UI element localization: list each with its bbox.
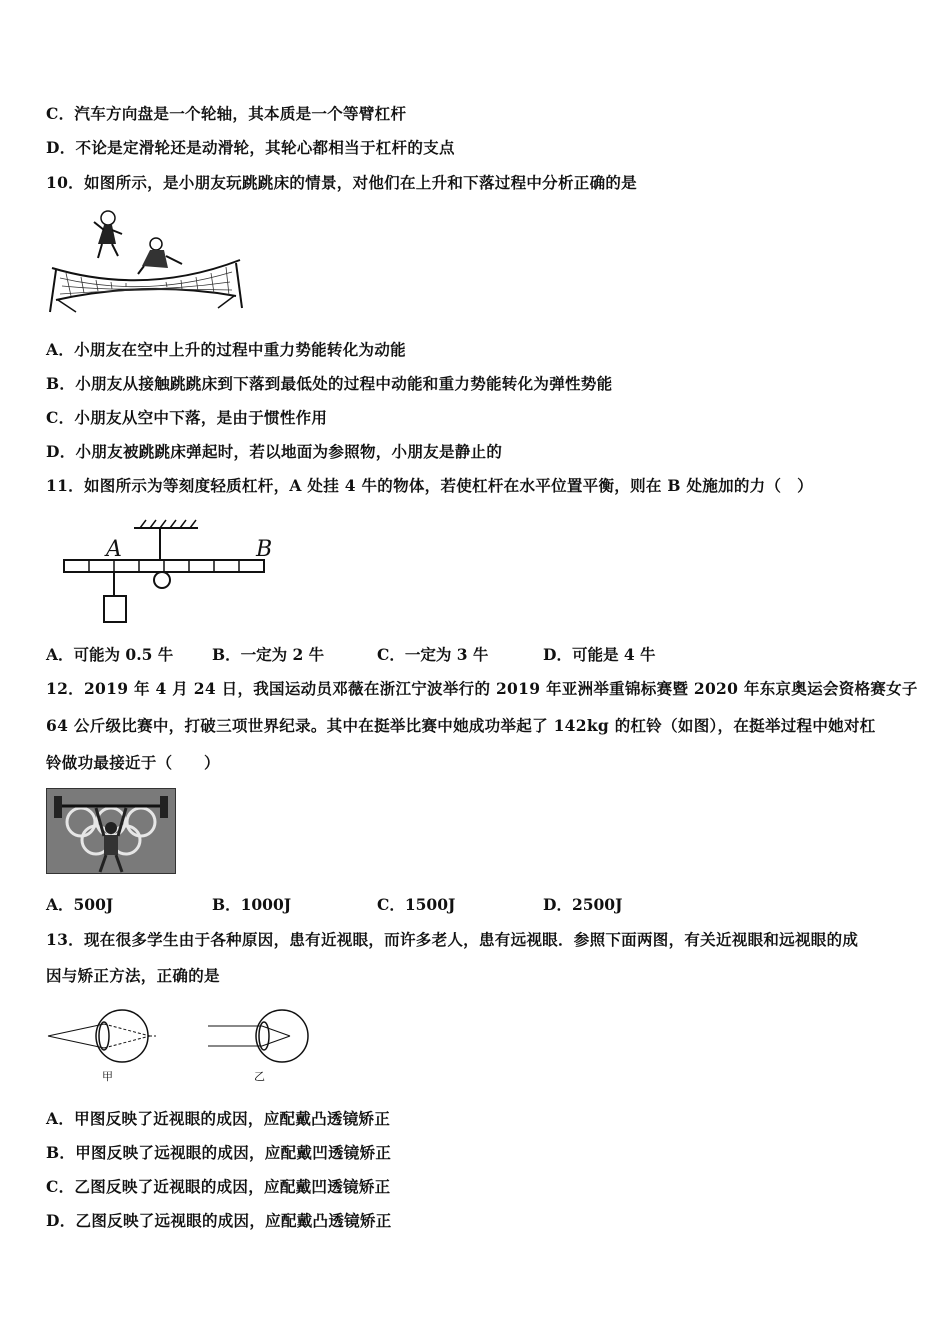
q10-option-c: C．小朋友从空中下落，是由于惯性作用 — [46, 408, 328, 427]
q11-option-b: B．一定为 2 牛 — [212, 645, 325, 664]
q11-option-d: D．可能是 4 牛 — [543, 645, 656, 664]
weightlifter-photo — [46, 788, 176, 874]
q12-stem-line1: 12．2019 年 4 月 24 日，我国运动员邓薇在浙江宁波举行的 2019 年亚洲举重锦标赛暨 2020 年东京奥运会资格赛女子 — [46, 679, 918, 698]
label-jia: 甲 — [102, 1070, 113, 1083]
q12-option-a: A．500J — [46, 895, 114, 914]
q12-option-d: D．2500J — [543, 895, 623, 914]
q10-stem: 10．如图所示，是小朋友玩跳跳床的情景，对他们在上升和下落过程中分析正确的是 — [46, 173, 637, 192]
q12-option-b: B．1000J — [212, 895, 292, 914]
q9-option-d: D．不论是定滑轮还是动滑轮，其轮心都相当于杠杆的支点 — [46, 138, 455, 157]
eye-diagram-yi — [206, 1008, 316, 1088]
lever-figure — [60, 518, 290, 630]
lever-label-b: B — [256, 537, 273, 562]
q9-option-c: C．汽车方向盘是一个轮轴，其本质是一个等臂杠杆 — [46, 104, 407, 123]
q10-option-b: B．小朋友从接触跳跳床到下落到最低处的过程中动能和重力势能转化为弹性势能 — [46, 374, 613, 393]
trampoline-figure — [46, 208, 246, 318]
q13-stem-line1: 13．现在很多学生由于各种原因，患有近视眼，而许多老人，患有远视眼．参照下面两图，有关近视眼和远视眼的成 — [46, 930, 859, 949]
q13-option-c: C．乙图反映了近视眼的成因，应配戴凹透镜矫正 — [46, 1177, 391, 1196]
q11-stem: 11．如图所示为等刻度轻质杠杆，A 处挂 4 牛的物体，若使杠杆在水平位置平衡，则在 B 处施加的力（ ） — [46, 476, 813, 495]
lever-label-a: A — [106, 537, 122, 562]
q13-option-a: A．甲图反映了近视眼的成因，应配戴凸透镜矫正 — [46, 1109, 391, 1128]
q11-option-c: C．一定为 3 牛 — [377, 645, 489, 664]
eye-diagram-jia — [46, 1008, 176, 1088]
q12-stem-line2: 64 公斤级比赛中，打破三项世界纪录。其中在挺举比赛中她成功举起了 142kg 的杠铃（如图），在挺举过程中她对杠 — [46, 716, 876, 735]
q10-option-d: D．小朋友被跳跳床弹起时，若以地面为参照物，小朋友是静止的 — [46, 442, 503, 461]
q13-stem-line2: 因与矫正方法，正确的是 — [46, 966, 220, 985]
q10-option-a: A．小朋友在空中上升的过程中重力势能转化为动能 — [46, 340, 406, 359]
q12-stem-line3: 铃做功最接近于（ ） — [46, 753, 220, 772]
label-yi: 乙 — [254, 1070, 265, 1083]
q13-option-d: D．乙图反映了远视眼的成因，应配戴凸透镜矫正 — [46, 1211, 392, 1230]
q13-option-b: B．甲图反映了远视眼的成因，应配戴凹透镜矫正 — [46, 1143, 392, 1162]
q12-option-c: C．1500J — [377, 895, 456, 914]
q11-option-a: A．可能为 0.5 牛 — [46, 645, 174, 664]
